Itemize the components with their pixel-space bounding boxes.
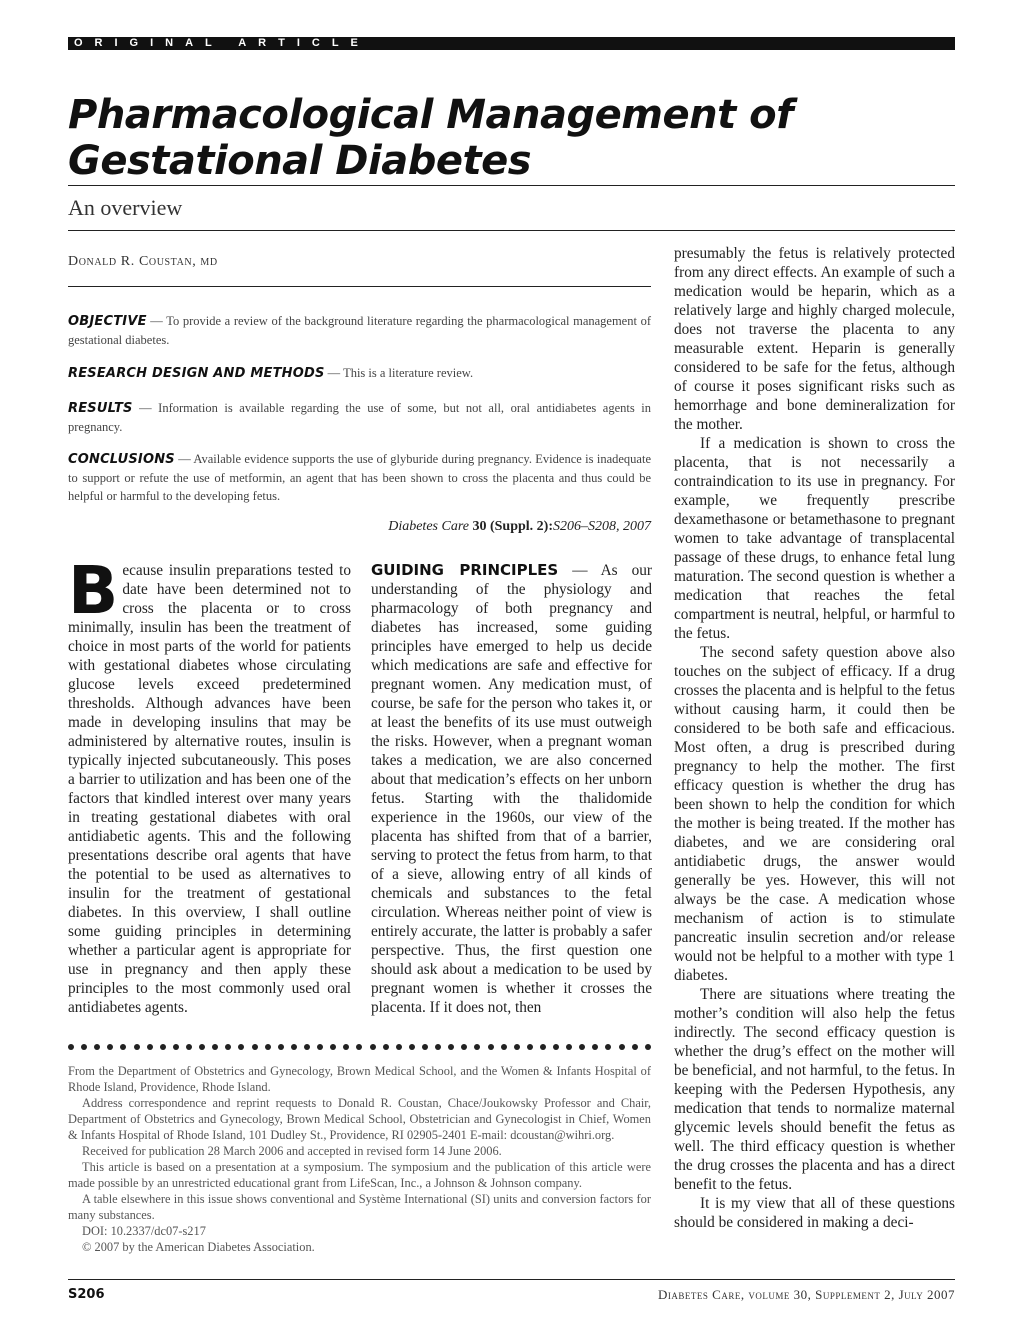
footnote: Address correspondence and reprint requests to Donald R. Coustan, Chace/Joukowsky Professor and Chair, Department of Obstetrics and Gynecology, Brown Medical School, Obstetrician and Gynecologist in Chief, Women & Infants Hospital of Rhode Island, 101 Dudley St., Providence, RI 02905-2401 E-mail: dcoustan@wihri.org. [68,1096,651,1142]
divider-dot [396,1044,402,1050]
body-column-3 [674,244,955,1232]
divider-dot [435,1044,441,1050]
footnote: This article is based on a presentation at a symposium. The symposium and the publication of this article were made possible by an unrestricted educational grant from LifeScan, Inc., a Johnson & Johnson company. [68,1160,651,1190]
divider-dot [278,1044,284,1050]
abstract-conclusions: CONCLUSIONS — Available evidence supports the use of glyburide during pregnancy. Evidence is inadequate to support or refute the use of metformin, an agent that has been shown to cross the placenta and thus could be helpful or harmful to the developing fetus. [68,452,651,503]
abstract-label: RESEARCH DESIGN AND METHODS [68,366,325,381]
divider-dot [343,1044,349,1050]
abstract-text: Information is available regarding the use of some, but not all, oral antidiabetes agents in pregnancy. [68,401,652,434]
body-paragraph: It is my view that all of these questions should be considered in making a deci- [674,1195,955,1231]
divider-dot [147,1044,153,1050]
divider-dot [383,1044,389,1050]
body-paragraph: presumably the fetus is relatively protected from any direct effects. An example of such a medication would be heparin, which as a relatively large and highly charged molecule, does not traverse the placenta to any measurable extent. Heparin is generally considered to be safe for the fetus, although of course it poses significant risks such as hemorrhage and bone demineralization for the mother. [674,245,955,433]
footer-rule [68,1279,955,1280]
divider-dot [448,1044,454,1050]
body-column-2: GUIDING PRINCIPLES — As our understanding of the physiology and pharmacology of both pregnancy and diabetes has increased, some guiding principles have emerged to help us decide which medications are safe and effective for pregnant women. Any medication must, of course, be safe for the person who takes it, or at least the benefits of its use must outweigh the risks. However, when a pregnant woman takes a medication, we are also concerned about that medication’s effects on her unborn fetus. Starting with the thalidomide experience in the 1960s, our view of the placenta has shifted from that of a barrier, serving to protect the fetus from harm, to that of a sieve, allowing entry of all kinds of chemicals and substances to the fetal circulation. Whereas neither point of view is entirely accurate, the latter is probably a safer perspective. Thus, the first question one should ask about a medication to be used by pregnant women is whether it crosses the placenta. If it does not, then [371,561,652,1016]
divider-dot [527,1044,533,1050]
abstract-results: RESULTS — Information is available regarding the use of some, but not all, oral antidiabetes agents in pregnancy. [68,401,652,434]
divider-dot [645,1044,651,1050]
citation-volume: 30 (Suppl. 2): [472,519,553,534]
body-paragraph: If a medication is shown to cross the placenta, that is not necessarily a contraindication to its use in pregnancy. For example, we frequently prescribe dexamethasone or betamethasone to pregnant women to take advantage of transplacental passage of these drugs, to enhance fetal lung maturation. The second question is whether a medication that reaches the fetal compartment is neutral, helpful, or harmful to the fetus. [674,435,955,642]
abstract-text: This is a literature review. [343,366,474,380]
divider-dot [81,1044,87,1050]
body-column-1 [68,552,351,1017]
divider-dot [605,1044,611,1050]
abstract-label: RESULTS [68,401,133,416]
divider-dot [68,1044,74,1050]
body-paragraph: There are situations where treating the mother’s condition will also help the fetus indirectly. The second efficacy question is whether the drug’s effect on the mother will be beneficial, and not harmful, to the fetus. In keeping with the Pedersen Hypothesis, any medication that tends to normalize maternal glycemic levels should benefit the fetus as well. The third efficacy question is whether the drug crosses the placenta and has a direct benefit to the fetus. [674,986,955,1193]
body-paragraph: ecause insulin preparations tested to date have been determined not to cross the placenta or to cross minimally, insulin has been the treatment of choice in most parts of the world for patients with gestational diabetes whose circulating glucose levels exceed predetermined thresholds. Although advances have been made in developing insulins that may be administered by alternative routes, insulin is typically injected subcutaneously. This poses a barrier to utilization and has been one of the factors that kindled interest over many years in treating gestational diabetes with oral antidiabetic agents. This and the following presentations describe oral agents that have the potential to be used as alternatives to insulin for the treatment of gestational diabetes. In this overview, I shall outline some guiding principles in determining whether a particular agent is appropriate for use in pregnancy and then apply these principles to the most commonly used oral antidiabetes agents. [68,562,351,1016]
divider-dot [134,1044,140,1050]
article-title: Pharmacological Management of Gestational Diabetes [68,92,793,184]
drop-cap: B [68,552,119,629]
page-number: S206 [68,1287,105,1302]
author-name: Donald R. Coustan, md [68,254,218,269]
divider-dot [370,1044,376,1050]
footnote: DOI: 10.2337/dc07-s217 [82,1224,206,1238]
section-label: ORIGINAL ARTICLE [74,37,370,49]
divider-dot [540,1044,546,1050]
divider-dot [265,1044,271,1050]
divider-dot [592,1044,598,1050]
citation-line [68,519,651,535]
journal-footer: Diabetes Care, volume 30, Supplement 2, July 2007 [658,1287,955,1302]
title-rule [68,185,955,186]
divider-dot [199,1044,205,1050]
section-banner [68,37,955,50]
abstract-text: Available evidence supports the use of glyburide during pregnancy. Evidence is inadequate to support or refute the use of metformin, an agent that has been shown to cross the placenta and thus could be helpful or harmful to the developing fetus. [68,452,651,503]
citation-pages: S206–S208, 2007 [553,519,651,534]
footnote: From the Department of Obstetrics and Gynecology, Brown Medical School, and the Women & Infants Hospital of Rhode Island, Providence, Rhode Island. [68,1064,651,1094]
divider-dot [107,1044,113,1050]
divider-dot [317,1044,323,1050]
footnote: © 2007 by the American Diabetes Association. [82,1240,315,1254]
divider-dot [488,1044,494,1050]
author-rule [68,286,651,287]
subtitle-rule [68,230,955,231]
divider-dot [225,1044,231,1050]
body-paragraph: The second safety question above also touches on the subject of efficacy. If a drug crosses the placenta and is helpful to the fetus without causing harm, it could then be considered to be both safe and efficacious. Most often, a drug is prescribed during pregnancy to help the mother. The first efficacy question is whether the drug has been shown to help the condition for which the mother is being treated. If the mother has diabetes, and we are considering oral antidiabetic drugs, the answer would generally be yes. However, this will not always be the case. A medication whose mechanism of action is to stimulate pancreatic insulin secretion and/or release would not be helpful to a mother with type 1 diabetes. [674,644,955,984]
footnote-divider [68,1044,651,1052]
article-subtitle: An overview [68,195,183,220]
divider-dot [579,1044,585,1050]
divider-dot [160,1044,166,1050]
abstract-label: OBJECTIVE [68,314,147,329]
body-paragraph: As our understanding of the physiology and pharmacology of both pregnancy and diabetes has increased, some guiding principles have emerged to help us decide which medications are safe and effective for pregnant women. Any medication must, of course, be safe for the person who takes it, or at least the benefits of its use must outweigh the risks. However, when a pregnant woman takes a medication, we are also concerned about that medication’s effects on her unborn fetus. Starting with the thalidomide experience in the 1960s, our view of the placenta has shifted from that of a barrier, serving to protect the fetus from harm, to that of a sieve, allowing entry of all kinds of chemicals and substances to the fetal circulation. Whereas neither point of view is entirely accurate, the latter is probably a safer perspective. Thus, the first question one should ask about a medication to be used by pregnant women is whether it crosses the placenta. If it does not, then [371,562,652,1016]
divider-dot [619,1044,625,1050]
abstract-objective: OBJECTIVE — To provide a review of the background literature regarding the pharmacological management of gestational diabetes. [68,314,651,347]
divider-dot [330,1044,336,1050]
divider-dot [553,1044,559,1050]
divider-dot [356,1044,362,1050]
divider-dot [212,1044,218,1050]
divider-dot [291,1044,297,1050]
divider-dot [304,1044,310,1050]
divider-dot [238,1044,244,1050]
divider-dot [186,1044,192,1050]
divider-dot [474,1044,480,1050]
citation-journal: Diabetes Care [388,519,469,534]
divider-dot [566,1044,572,1050]
abstract-text: To provide a review of the background literature regarding the pharmacological management of gestational diabetes. [68,314,651,347]
divider-dot [514,1044,520,1050]
divider-dot [252,1044,258,1050]
abstract-label: CONCLUSIONS [68,452,175,467]
divider-dot [94,1044,100,1050]
divider-dot [632,1044,638,1050]
divider-dot [409,1044,415,1050]
abstract-methods: RESEARCH DESIGN AND METHODS — This is a literature review. [68,366,474,381]
divider-dot [461,1044,467,1050]
footnotes [68,1063,651,1255]
divider-dot [501,1044,507,1050]
divider-dot [422,1044,428,1050]
footnote: Received for publication 28 March 2006 and accepted in revised form 14 June 2006. [82,1144,502,1158]
divider-dot [120,1044,126,1050]
footnote: A table elsewhere in this issue shows conventional and Système International (SI) units and conversion factors for many substances. [68,1192,651,1222]
section-heading: GUIDING PRINCIPLES [371,561,559,579]
divider-dot [173,1044,179,1050]
